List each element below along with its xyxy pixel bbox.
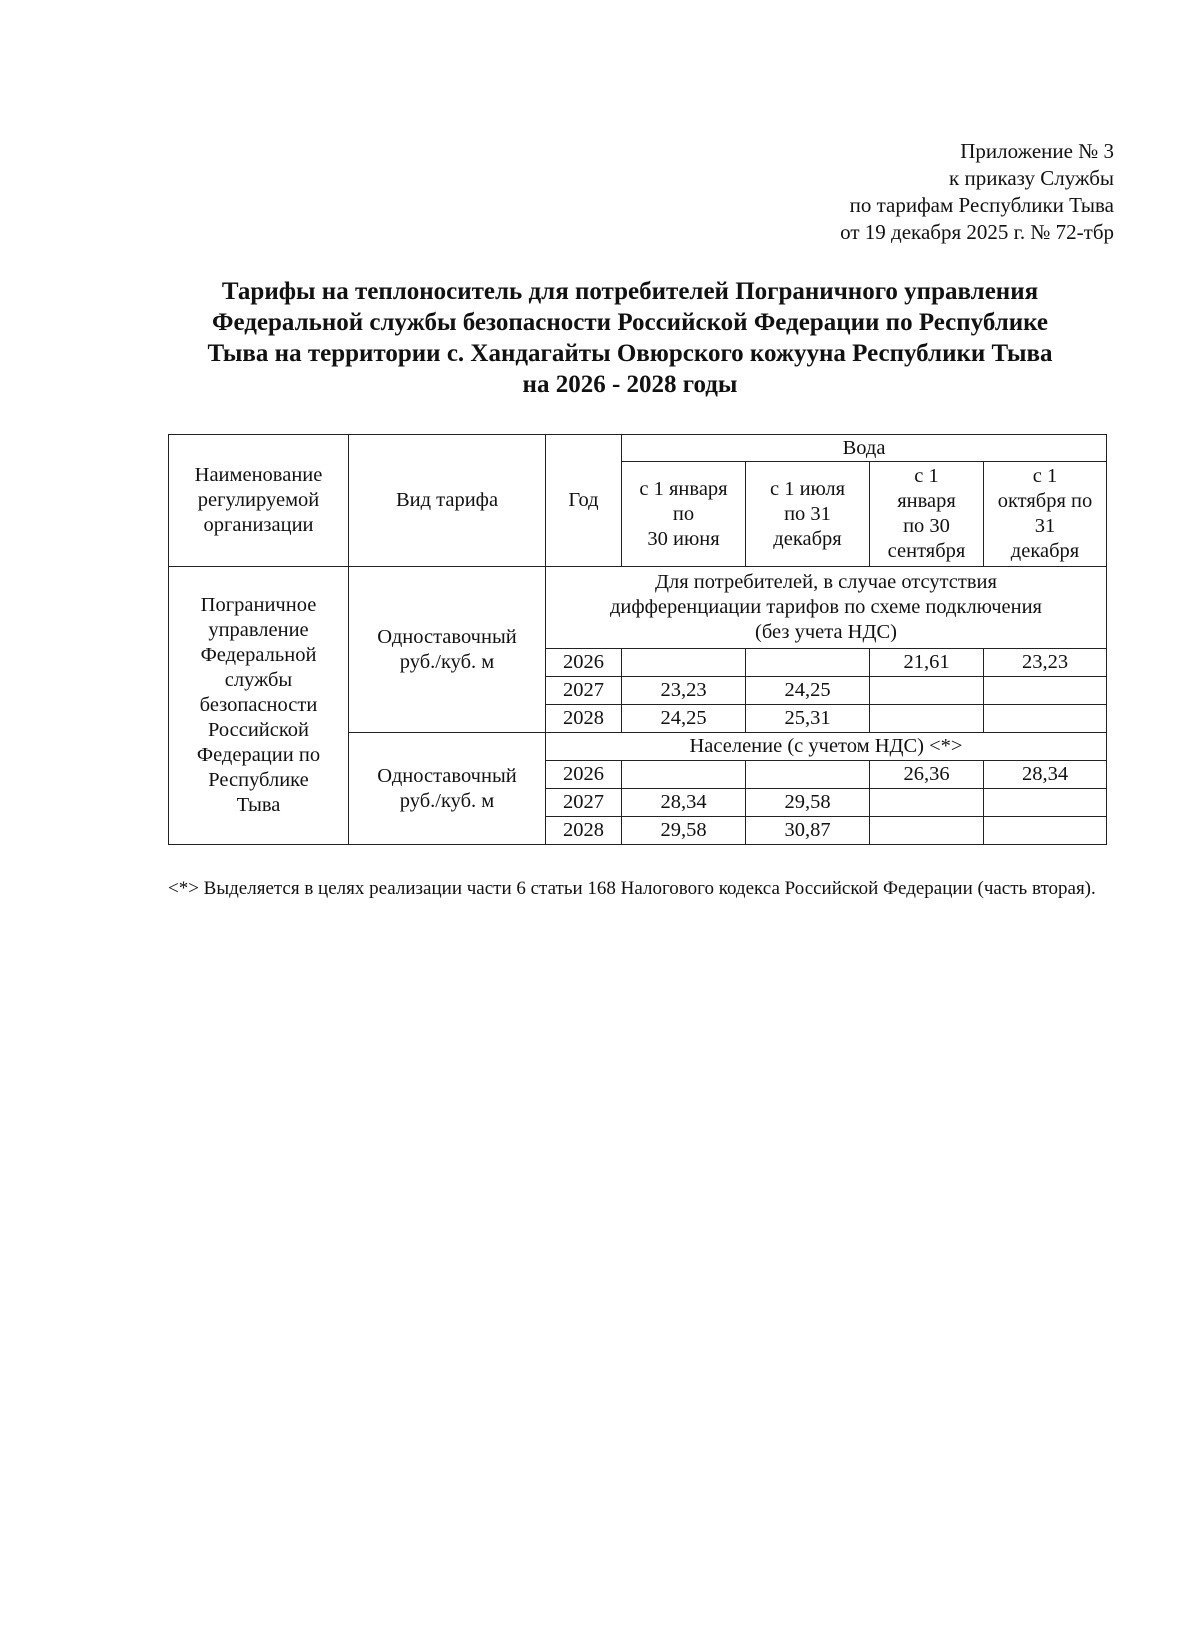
header-period-1: с 1 января по 30 июня	[622, 462, 746, 567]
year-cell: 2028	[546, 817, 622, 845]
title-line: Тыва на территории с. Хандагайты Овюрского кожууна Республики Тыва	[207, 340, 1053, 367]
appendix-line: Приложение № 3	[960, 139, 1114, 163]
value-cell	[984, 677, 1107, 705]
value-cell: 28,34	[622, 789, 746, 817]
year-cell: 2026	[546, 649, 622, 677]
value-cell	[622, 649, 746, 677]
header-year: Год	[546, 435, 622, 567]
footnote: <*> Выделяется в целях реализации части 6 статьи 168 Налогового кодекса Российской Федерации (часть вторая).	[168, 878, 1096, 899]
value-cell: 23,23	[984, 649, 1107, 677]
value-cell	[746, 761, 870, 789]
appendix-line: по тарифам Республики Тыва	[849, 193, 1114, 217]
group-title: Для потребителей, в случае отсутствия дифференциации тарифов по схеме подключения (без учета НДС)	[546, 567, 1107, 649]
appendix-line: к приказу Службы	[949, 166, 1114, 190]
title-line: на 2026 - 2028 годы	[522, 371, 738, 398]
value-cell	[746, 649, 870, 677]
value-cell: 29,58	[622, 817, 746, 845]
group-title: Население (с учетом НДС) <*>	[546, 733, 1107, 761]
value-cell: 26,36	[870, 761, 984, 789]
year-cell: 2027	[546, 677, 622, 705]
value-cell	[870, 789, 984, 817]
header-period-4: с 1 октября по 31 декабря	[984, 462, 1107, 567]
header-period-2: с 1 июля по 31 декабря	[746, 462, 870, 567]
value-cell	[870, 817, 984, 845]
value-cell	[870, 677, 984, 705]
appendix-line: от 19 декабря 2025 г. № 72-тбр	[840, 220, 1114, 244]
value-cell	[984, 789, 1107, 817]
header-organization: Наименование регулируемой организации	[169, 435, 349, 567]
year-cell: 2028	[546, 705, 622, 733]
value-cell: 24,25	[622, 705, 746, 733]
year-cell: 2027	[546, 789, 622, 817]
value-cell	[984, 817, 1107, 845]
document-title	[160, 276, 1100, 400]
title-line: Федеральной службы безопасности Российской Федерации по Республике	[211, 309, 1049, 336]
appendix-header	[840, 138, 1114, 246]
value-cell: 24,25	[746, 677, 870, 705]
value-cell: 25,31	[746, 705, 870, 733]
value-cell	[622, 761, 746, 789]
organization-name: Пограничное управление Федеральной службы безопасности Российской Федерации по Республике Тыва	[169, 567, 349, 845]
tariff-type: Одноставочный руб./куб. м	[349, 567, 546, 733]
value-cell: 30,87	[746, 817, 870, 845]
title-line: Тарифы на теплоноситель для потребителей Пограничного управления	[221, 278, 1039, 305]
value-cell: 23,23	[622, 677, 746, 705]
value-cell: 28,34	[984, 761, 1107, 789]
header-period-3: с 1 января по 30 сентября	[870, 462, 984, 567]
header-tariff-type: Вид тарифа	[349, 435, 546, 567]
value-cell: 29,58	[746, 789, 870, 817]
value-cell	[870, 705, 984, 733]
value-cell: 21,61	[870, 649, 984, 677]
header-water: Вода	[622, 435, 1107, 462]
tariff-type: Одноставочный руб./куб. м	[349, 733, 546, 845]
year-cell: 2026	[546, 761, 622, 789]
value-cell	[984, 705, 1107, 733]
tariff-table	[168, 434, 1107, 845]
